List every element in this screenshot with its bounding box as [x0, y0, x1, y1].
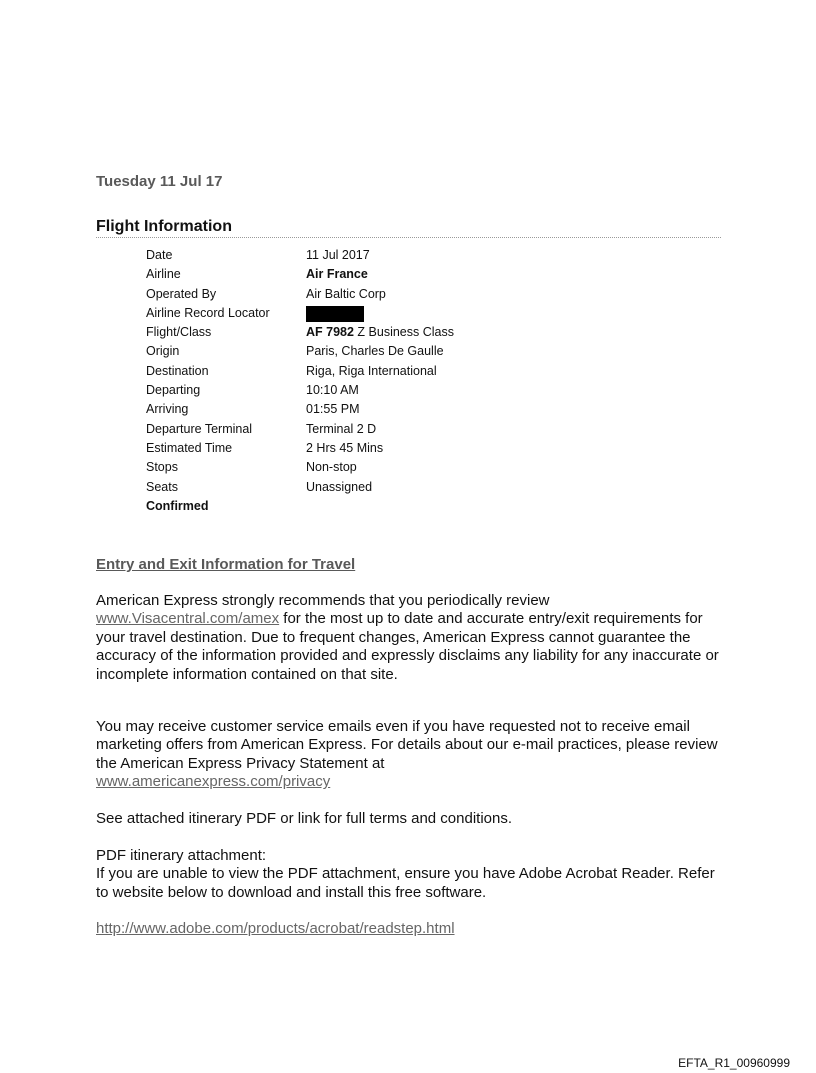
flight-value-flight-class — [306, 323, 454, 342]
pdf-text: If you are unable to view the PDF attachment, ensure you have Adobe Acrobat Reader. Refer to website below to download and install this free software. — [96, 865, 715, 901]
entry-exit-paragraph — [96, 592, 726, 684]
flight-information-title: Flight Information — [96, 218, 232, 235]
document-id: EFTA_R1_00960999 — [678, 1056, 790, 1070]
flight-row-arriving — [146, 400, 454, 419]
redaction-box — [306, 306, 364, 322]
flight-value-origin: Paris, Charles De Gaulle — [306, 344, 444, 359]
flight-value-seats: Unassigned — [306, 479, 373, 494]
flight-value-arriving: 01:55 PM — [306, 402, 360, 417]
flight-value-stops: Non-stop — [306, 460, 357, 475]
flight-details-table — [146, 246, 454, 516]
day-header: Tuesday 11 Jul 17 — [96, 173, 223, 190]
pdf-attachment-paragraph — [96, 847, 726, 902]
visacentral-link[interactable]: www.Visacentral.com/amex — [96, 610, 280, 628]
flight-row-destination — [146, 362, 454, 381]
flight-row-date — [146, 246, 454, 265]
entry-exit-text-start: American Express strongly recommends that you periodically review — [96, 592, 550, 609]
flight-label-arriving: Arriving — [146, 402, 189, 417]
flight-label-flight-class: Flight/Class — [146, 325, 212, 340]
flight-number: AF 7982 — [306, 325, 354, 340]
booking-status: Confirmed — [146, 498, 209, 513]
flight-row-status — [146, 497, 454, 516]
flight-label-operated-by: Operated By — [146, 286, 217, 301]
flight-row-record-locator — [146, 304, 454, 323]
flight-label-destination: Destination — [146, 363, 209, 378]
pdf-heading: PDF itinerary attachment: — [96, 847, 267, 864]
flight-value-destination: Riga, Riga International — [306, 363, 437, 378]
privacy-paragraph — [96, 718, 726, 792]
flight-label-departing: Departing — [146, 383, 201, 398]
section-divider — [96, 237, 721, 238]
flight-label-date: Date — [146, 248, 173, 262]
flight-label-seats: Seats — [146, 479, 178, 494]
flight-value-record-locator — [306, 304, 364, 323]
privacy-text: You may receive customer service emails even if you have requested not to receive email marketing offers from American Express. For details about our e-mail practices, please review the American Express Privacy Statement at — [96, 718, 718, 772]
flight-row-airline — [146, 265, 454, 284]
flight-label-airline: Airline — [146, 267, 181, 282]
flight-label-estimated-time: Estimated Time — [146, 440, 233, 455]
adobe-link-paragraph — [96, 920, 726, 938]
flight-row-stops — [146, 458, 454, 477]
adobe-link[interactable]: http://www.adobe.com/products/acrobat/readstep.html — [96, 920, 455, 937]
flight-value-airline: Air France — [306, 267, 368, 282]
flight-row-estimated-time — [146, 439, 454, 458]
flight-value-estimated-time: 2 Hrs 45 Mins — [306, 440, 384, 455]
flight-value-departing: 10:10 AM — [306, 383, 359, 398]
flight-label-stops: Stops — [146, 460, 178, 475]
entry-exit-text-rest: for the most up to date and accurate entry/exit requirements for your travel destination. Due to frequent changes, American Express cannot guarantee the accuracy of the information provided and expressly disclaims any liability for any inaccurate or incomplete information contained on that site. — [96, 610, 719, 683]
flight-row-departing — [146, 381, 454, 400]
attached-itinerary-note: See attached itinerary PDF or link for full terms and conditions. — [96, 810, 513, 827]
entry-exit-title: Entry and Exit Information for Travel — [96, 556, 356, 573]
flight-value-operated-by: Air Baltic Corp — [306, 286, 386, 301]
flight-row-operated-by — [146, 285, 454, 304]
flight-value-departure-terminal: Terminal 2 D — [306, 421, 377, 436]
flight-value-date: 11 Jul 2017 — [306, 248, 370, 262]
flight-label-record-locator: Airline Record Locator — [146, 305, 270, 320]
flight-row-origin — [146, 342, 454, 361]
privacy-link[interactable]: www.americanexpress.com/privacy — [96, 773, 331, 791]
flight-row-departure-terminal — [146, 420, 454, 439]
flight-label-departure-terminal: Departure Terminal — [146, 421, 253, 436]
flight-row-seats — [146, 478, 454, 497]
flight-class: Z Business Class — [353, 325, 454, 340]
flight-row-flight-class — [146, 323, 454, 342]
flight-label-origin: Origin — [146, 344, 180, 359]
